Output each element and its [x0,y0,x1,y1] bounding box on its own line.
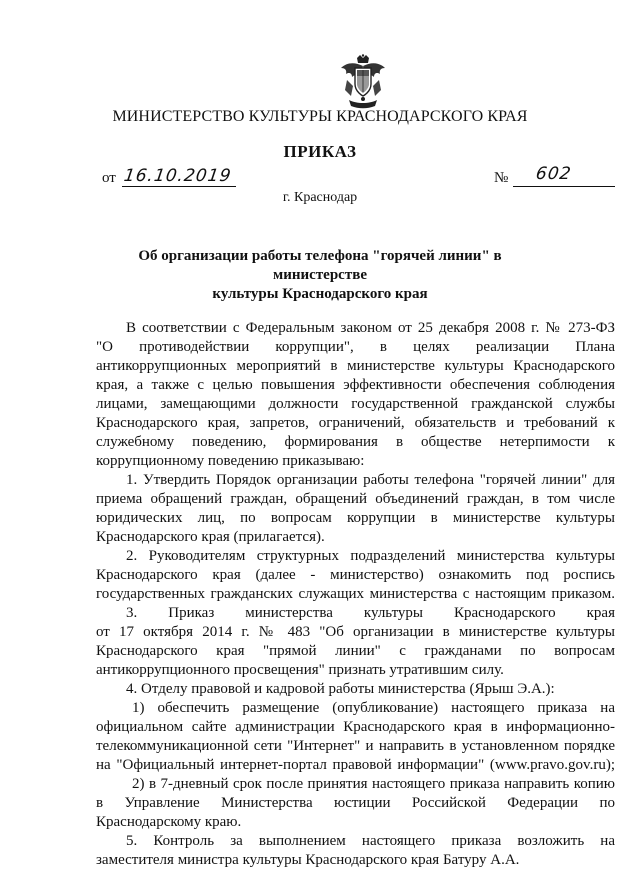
body-line: Краснодарского края (прилагается). [96,529,325,545]
date-underline [122,186,236,187]
ministry-name: МИНИСТЕРСТВО КУЛЬТУРЫ КРАСНОДАРСКОГО КРАЯ [112,108,528,125]
order-body [96,319,615,870]
body-line: Краснодарскому краю. [96,814,242,830]
body-line: антикоррупционных мероприятий в министерстве культуры Краснодарского [96,358,615,374]
subject-line: культуры Краснодарского края [212,286,428,302]
number-underline [513,186,615,187]
body-line: официальном сайте администрации Краснодарского края в информационно- [96,719,615,735]
body-line: приема обращений граждан, обращений объединений граждан, в том числе [96,491,615,507]
body-line: В соответствии с Федеральным законом от 25 декабря 2008 г. № 273-ФЗ [126,320,615,336]
body-line: 2) в 7-дневный срок после принятия настоящего приказа направить копию [132,776,615,792]
body-line: Краснодарского края (далее - министерство) ознакомить под роспись [96,567,615,583]
body-line: края, а также с целью повышения эффективности обеспечения соблюдения [96,377,615,393]
body-line: от 17 октября 2014 г. № 483 "Об организации в министерстве культуры [96,624,615,640]
body-line: заместителя министра культуры Краснодарского края Батуру А.А. [96,852,520,868]
body-line: антикоррупционного просвещения" признать утратившим силу. [96,662,504,678]
subject-line: Об организации работы телефона "горячей линии" в министерстве [138,248,502,283]
coat-of-arms-icon [337,54,389,110]
body-line: служебному поведению, формирования в обществе нетерпимости к [96,434,615,450]
body-line: 4. Отделу правовой и кадровой работы министерства (Ярыш Э.А.): [126,681,555,697]
body-line: коррупционному поведению приказываю: [96,453,365,469]
number-prefix: № [494,170,509,186]
body-line: 1) обеспечить размещение (опубликование) настоящего приказа на [132,700,615,716]
order-date: 16.10.2019 [122,166,233,186]
body-line: 5. Контроль за выполнением настоящего приказа возложить на [126,833,615,849]
body-line: 2. Руководителям структурных подразделений министерства культуры [126,548,615,564]
body-line: Краснодарского края "прямой линии" с гражданами по вопросам [96,643,615,659]
order-number: 602 [534,164,573,184]
body-line: "О противодействии коррупции", в целях реализации Плана [96,339,615,355]
date-prefix: от [102,170,116,186]
body-line: 1. Утвердить Порядок организации работы телефона "горячей линии" для [126,472,615,488]
body-line: телекоммуникационной сети "Интернет" и направить в установленном порядке [96,738,615,754]
order-subject [110,247,530,304]
body-line: 3. Приказ министерства культуры Краснодарского края [126,605,615,621]
body-line: на "Официальный интернет-портал правовой информации" (www.pravo.gov.ru); [96,757,615,773]
order-title: ПРИКАЗ [283,142,357,161]
body-line: Краснодарского края, запретов, ограничений, обязательств и требований к [96,415,615,431]
body-line: в Управление Министерства юстиции Российской Федерации по [96,795,615,811]
city: г. Краснодар [282,190,358,205]
body-line: государственных гражданских служащих министерства с настоящим приказом. [96,586,615,602]
body-line: лицами, замещающими должности государственной гражданской службы [96,396,615,412]
body-line: юридических лиц, по вопросам коррупции в министерстве культуры [96,510,615,526]
